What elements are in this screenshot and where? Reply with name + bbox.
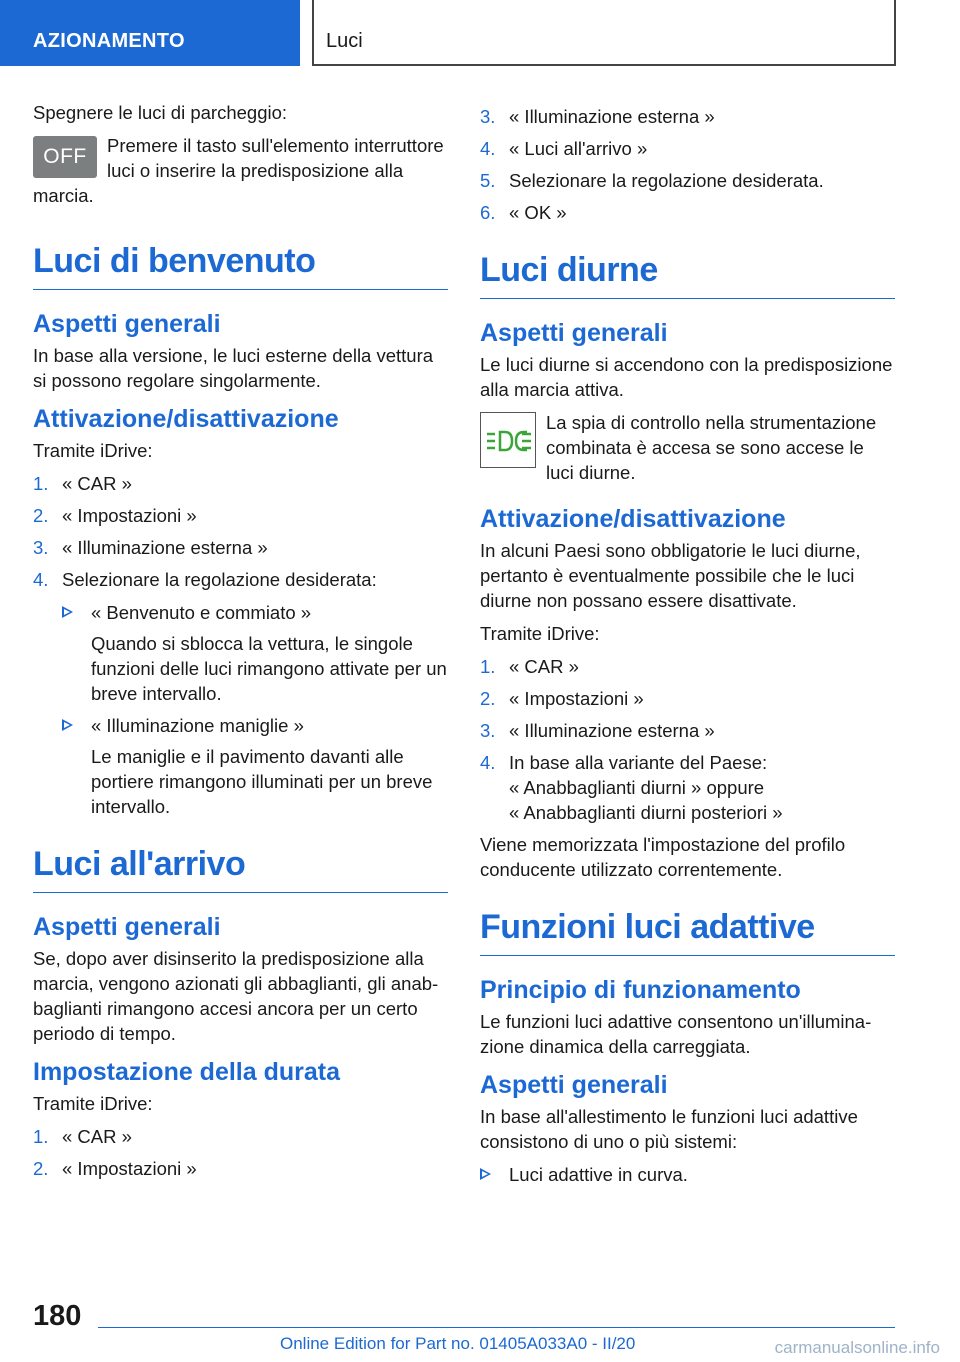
heading-arrival-lights: Luci all'arrivo bbox=[33, 845, 448, 893]
arrival-via-idrive: Tramite iDrive: bbox=[33, 1093, 153, 1114]
list-item: 1. « CAR » bbox=[33, 1126, 132, 1147]
daytime-steps bbox=[480, 654, 895, 825]
list-item: 5. Selezionare la regolazione desiderata. bbox=[480, 170, 824, 191]
welcome-steps bbox=[33, 471, 448, 819]
off-button-icon: OFF bbox=[33, 136, 97, 178]
heading-arrival-general: Aspetti generali bbox=[33, 913, 221, 941]
list-item: 2. « Impostazioni » bbox=[480, 688, 644, 709]
daytime-running-light-icon bbox=[480, 412, 536, 468]
triangle-bullet-icon bbox=[62, 606, 73, 618]
heading-daytime-activation: Attivazione/disattivazione bbox=[480, 505, 786, 533]
chapter-tab bbox=[312, 0, 896, 66]
list-item: 4. Selezionare la regolazione desiderata: « Benvenuto e commiato » Quando si sblocca la vettura, le singole funzioni delle luci rimangono attivate per un breve intervallo. « Illuminazione maniglie » Le maniglie e il pavimento davanti alle portiere rimangono illuminati per un breve intervallo. bbox=[33, 569, 447, 817]
heading-duration-setting: Impostazione della durata bbox=[33, 1058, 341, 1086]
adaptive-principle-text: Le funzioni luci adattive consentono un'illuminazione dinamica della carreggiata. bbox=[480, 1011, 872, 1057]
indicator-paragraph bbox=[480, 410, 895, 493]
footer-divider bbox=[98, 1327, 895, 1328]
triangle-bullet-icon bbox=[62, 719, 73, 731]
arrival-steps bbox=[33, 1124, 448, 1181]
list-item: 3. « Illuminazione esterna » bbox=[33, 537, 268, 558]
list-item: 2. « Impostazioni » bbox=[33, 505, 197, 526]
heading-welcome-activation: Attivazione/disattivazione bbox=[33, 405, 339, 433]
indicator-text: La spia di controllo nella strumentazione combinata è accesa se sono accese le luci diurne. bbox=[546, 412, 877, 483]
heading-daytime-general: Aspetti generali bbox=[480, 319, 668, 347]
list-item: Luci adattive in curva. bbox=[480, 1162, 895, 1187]
chapter-title: Luci bbox=[326, 30, 363, 52]
section-title: AZIONAMENTO bbox=[33, 30, 185, 52]
section-tab bbox=[0, 0, 300, 66]
step4-option-1: « Anabbaglianti diurni » oppure bbox=[509, 777, 765, 798]
welcome-options bbox=[62, 600, 448, 819]
list-item: 3. « Illuminazione esterna » bbox=[480, 720, 715, 741]
heading-adaptive-general: Aspetti generali bbox=[480, 1071, 668, 1099]
parking-paragraph bbox=[33, 133, 448, 216]
list-item: « Benvenuto e commiato » Quando si sblocca la vettura, le singole funzioni delle luci rimangono attivate per un breve intervallo. bbox=[62, 600, 448, 706]
step4-option-2: « Anabbaglianti diurni posteriori » bbox=[509, 802, 783, 823]
welcome-via-idrive: Tramite iDrive: bbox=[33, 440, 153, 461]
adaptive-general-text: In base all'allestimento le funzioni luci adattive consistono di uno o più sistemi: bbox=[480, 1106, 858, 1152]
heading-daytime-lights: Luci diurne bbox=[480, 251, 895, 299]
edition-note: Online Edition for Part no. 01405A033A0 - II/20 bbox=[280, 1334, 636, 1353]
parking-text: Premere il tasto sull'elemento interruttore luci o inserire la predisposizione alla marcia. bbox=[33, 135, 444, 206]
heading-adaptive-principle: Principio di funzionamento bbox=[480, 976, 801, 1004]
daytime-activation-text: In alcuni Paesi sono obbligatorie le luci diurne, pertanto è eventualmente possibile che le luci diurne non possano essere disattivate. bbox=[480, 540, 861, 611]
left-column bbox=[33, 100, 448, 1188]
adaptive-systems-list bbox=[480, 1162, 895, 1187]
list-item: « Illuminazione maniglie » Le maniglie e il pavimento davanti alle portiere rimangono illuminati per un breve intervallo. bbox=[62, 713, 448, 819]
heading-welcome-lights: Luci di benvenuto bbox=[33, 242, 448, 290]
list-item: 2. « Impostazioni » bbox=[33, 1158, 197, 1179]
right-column bbox=[480, 100, 895, 1194]
arrival-steps-continued bbox=[480, 104, 895, 225]
list-item: 1. « CAR » bbox=[33, 473, 132, 494]
arrival-general-text: Se, dopo aver disinserito la predisposizione alla marcia, vengono azionati gli abbaglianti, gli anabbaglianti rimangono accesi ancora per un certo periodo di tempo. bbox=[33, 948, 439, 1044]
page-number: 180 bbox=[33, 1300, 82, 1332]
heading-welcome-general: Aspetti generali bbox=[33, 310, 221, 338]
list-item: 3. « Illuminazione esterna » bbox=[480, 106, 715, 127]
list-item: 6. « OK » bbox=[480, 202, 567, 223]
list-item: 1. « CAR » bbox=[480, 656, 579, 677]
watermark: carmanualsonline.info bbox=[774, 1338, 940, 1357]
daytime-memo: Viene memorizzata l'impostazione del profilo conducente utilizzato correntemente. bbox=[480, 834, 846, 880]
triangle-bullet-icon bbox=[480, 1168, 491, 1180]
list-item: 4. In base alla variante del Paese: « Anabbaglianti diurni » oppure « Anabbaglianti diurni posteriori » bbox=[480, 752, 783, 823]
parking-intro: Spegnere le luci di parcheggio: bbox=[33, 102, 288, 123]
list-item: 4. « Luci all'arrivo » bbox=[480, 138, 648, 159]
heading-adaptive-lights: Funzioni luci adattive bbox=[480, 908, 895, 956]
welcome-general-text: In base alla versione, le luci esterne della vettura si possono regolare singolarmente. bbox=[33, 345, 434, 391]
daytime-via-idrive: Tramite iDrive: bbox=[480, 623, 600, 644]
daytime-general-text: Le luci diurne si accendono con la predisposizione alla marcia attiva. bbox=[480, 354, 893, 400]
